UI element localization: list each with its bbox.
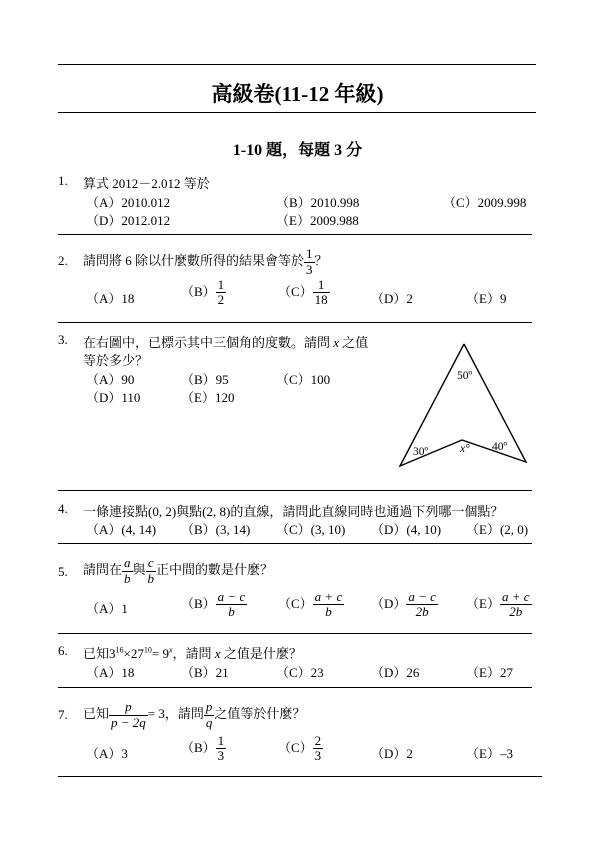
q2-option-d: （D）2 — [371, 291, 413, 306]
q5-option-c: （C） $\frac{a + c}{b}$ — [278, 589, 343, 620]
q5-option-a: （A）1 — [86, 601, 128, 616]
q4-option-b: （B）(3, 14) — [181, 522, 251, 537]
q7-option-a: （A）3 — [86, 746, 128, 761]
q6-text: 已知$3^{16}\times 27^{10}= 9^x$，請問 x 之值是什麼？ — [83, 645, 302, 661]
q6-divider — [58, 687, 532, 688]
q5-option-d: （D） $\frac{a - c}{2b}$ — [371, 589, 436, 620]
q3-text-line2: 等於多少？ — [83, 353, 149, 368]
q4-text: 一條連接點(0, 2)與點(2, 8)的直線，請問此直線同時也通過下列哪一個點？ — [83, 504, 504, 519]
q1-text: 算式 2012－2.012 等於 — [83, 176, 210, 191]
q5-text: 請問在 $\frac{a}{b}$ 與 $\frac{c}{b}$ 正中間的數是什麼？ — [83, 555, 274, 586]
q3-option-b: （B）95 — [181, 372, 229, 387]
q2-option-c: （C） $\frac{1}{18}$ — [278, 277, 328, 308]
q3-number: 3. — [58, 332, 68, 347]
q3-angle-top: 50º — [457, 370, 473, 382]
q6-option-a: （A）18 — [86, 665, 135, 680]
q5-option-e: （E） $\frac{a + c}{2b}$ — [466, 589, 530, 620]
q6-option-c: （C）23 — [276, 665, 324, 680]
q2-number: 2. — [58, 253, 68, 268]
q4-option-a: （A）(4, 14) — [86, 522, 157, 537]
q1-divider — [58, 234, 532, 235]
page-title: 高級卷(11-12 年級) — [211, 82, 384, 106]
q7-option-e: （E）–3 — [466, 746, 513, 761]
q2-option-a: （A）18 — [86, 291, 135, 306]
q7-option-c: （C） $\frac{2}{3}$ — [278, 733, 322, 764]
q4-divider — [58, 543, 532, 544]
q2-fraction: $\frac{1}{3}$ — [306, 246, 313, 277]
q3-angle-left: 30º — [413, 446, 429, 458]
q1-option-c: （C）2009.998 — [443, 195, 527, 210]
q2-text: 請問將 6 除以什麼數所得的結果會等於 $\frac{1}{3}$ ？ — [83, 246, 328, 277]
q3-figure — [390, 336, 540, 476]
q4-number: 4. — [58, 501, 68, 516]
top-rule — [58, 64, 536, 65]
q3-angle-right: 40º — [492, 441, 508, 453]
q3-option-d: （D）110 — [86, 390, 141, 405]
q2-text-main: 請問將 6 除以什麼數所得的結果會等於 — [83, 253, 305, 268]
q2-option-b: （B） $\frac{1}{2}$ — [181, 277, 225, 308]
title-rule — [58, 112, 536, 113]
q3-text-line1: 在右圖中，已標示其中三個角的度數。請問 x 之值 — [83, 335, 369, 350]
q3-angle-x: x° — [460, 443, 470, 455]
section-heading: 1-10 題，每題 3 分 — [232, 142, 363, 159]
q4-option-c: （C）(3, 10) — [276, 522, 346, 537]
q7-option-b: （B） $\frac{1}{3}$ — [181, 733, 225, 764]
q7-option-d: （D）2 — [371, 746, 413, 761]
q1-option-e: （E）2009.988 — [276, 213, 359, 228]
q3-option-e: （E）120 — [181, 390, 235, 405]
q1-number: 1. — [58, 173, 68, 188]
q1-option-a: （A）2010.012 — [86, 195, 171, 210]
q7-number: 7. — [58, 707, 68, 722]
q3-option-c: （C）100 — [276, 372, 331, 387]
q4-option-e: （E）(2, 0) — [466, 522, 529, 537]
q3-divider — [58, 490, 532, 491]
q2-divider — [58, 322, 532, 323]
q5-number: 5. — [58, 564, 68, 579]
q1-option-d: （D）2012.012 — [86, 213, 171, 228]
q3-option-a: （A）90 — [86, 372, 135, 387]
q4-option-d: （D）(4, 10) — [371, 522, 442, 537]
q6-option-e: （E）27 — [466, 665, 513, 680]
q2-option-e: （E）9 — [466, 291, 507, 306]
q6-number: 6. — [58, 643, 68, 658]
q6-option-d: （D）26 — [371, 665, 420, 680]
q1-option-b: （B）2010.998 — [276, 195, 360, 210]
q7-divider — [58, 776, 542, 777]
q6-option-b: （B）21 — [181, 665, 229, 680]
q5-option-b: （B） $\frac{a - c}{b}$ — [181, 589, 246, 620]
q7-text: 已知 $\frac{p}{p - 2q}$ = 3，請問 $\frac{p}{q}$ 之值等於什麼？ — [83, 699, 306, 730]
q5-divider — [58, 633, 532, 634]
